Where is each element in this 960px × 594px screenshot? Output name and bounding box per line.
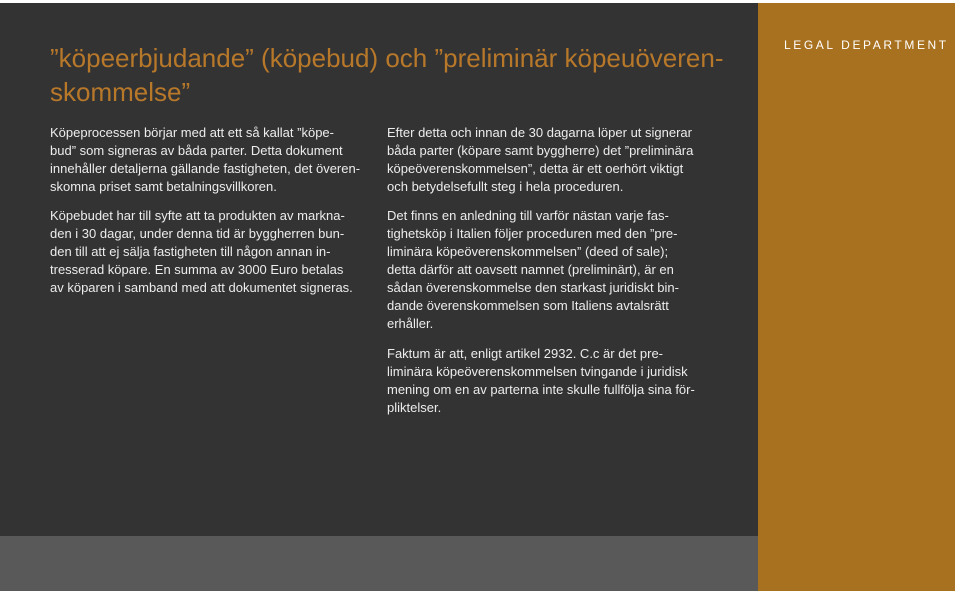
text-line: liminära köpeöverenskommelsen tvingande i juridisk (387, 364, 688, 379)
page-title (50, 41, 724, 109)
text-line: Efter detta och innan de 30 dagarna löper ut signerar (387, 125, 692, 140)
text-line: skomna priset samt betalningsvillkoren. (50, 179, 277, 194)
text-line: innehåller detaljerna gällande fastigheten, det överen- (50, 161, 361, 176)
content-panel (0, 3, 758, 536)
text-line: mening om en av parterna inte skulle fullfölja sina för- (387, 382, 695, 397)
text-line: tighetsköp i Italien följer proceduren med den ”pre- (387, 226, 678, 241)
text-line: dande överenskommelsen som Italiens avtalsrätt (387, 298, 669, 313)
text-line: pliktelser. (387, 400, 442, 415)
text-line: den i 30 dagar, under denna tid är byggherren bun- (50, 226, 345, 241)
text-line: köpeöverenskommelsen”, detta är ett oerhört viktigt (387, 161, 684, 176)
text-line: båda parter (köpare samt byggherre) det ”preliminära (387, 143, 694, 158)
text-line: detta därför att oavsett namnet (preliminärt), är en (387, 262, 674, 277)
text-line: och betydelsefullt steg i hela proceduren. (387, 179, 624, 194)
title-line: ”köpeerbjudande” (köpebud) och ”preliminär köpeuöveren- (50, 43, 724, 73)
right-paragraph-reason (387, 207, 679, 333)
department-label: LEGAL DEPARTMENT (784, 38, 949, 52)
text-line: liminära köpeöverenskommelsen” (deed of sale); (387, 244, 669, 259)
footer-strip (0, 536, 758, 591)
text-line: Faktum är att, enligt artikel 2932. C.c är det pre- (387, 346, 664, 361)
left-paragraph-intro (50, 124, 360, 196)
text-line: Köpebudet har till syfte att ta produkten av markna- (50, 208, 345, 223)
text-line: bud” som signeras av båda parter. Detta dokument (50, 143, 343, 158)
left-paragraph-bid (50, 207, 353, 297)
text-line: Köpeprocessen börjar med att ett så kallat ”köpe- (50, 125, 334, 140)
text-line: Det finns en anledning till varför nästan varje fas- (387, 208, 669, 223)
text-line: den till att ej sälja fastigheten till någon annan in- (50, 244, 331, 259)
sidebar-panel (758, 3, 955, 591)
text-line: av köparen i samband med att dokumentet signeras. (50, 280, 353, 295)
title-line: skommelse” (50, 77, 191, 107)
text-line: sådan överenskommelse den starkast juridiskt bin- (387, 280, 679, 295)
text-line: tresserad köpare. En summa av 3000 Euro betalas (50, 262, 344, 277)
right-paragraph-signing (387, 124, 693, 196)
text-line: erhåller. (387, 316, 434, 331)
right-paragraph-article (387, 345, 695, 417)
